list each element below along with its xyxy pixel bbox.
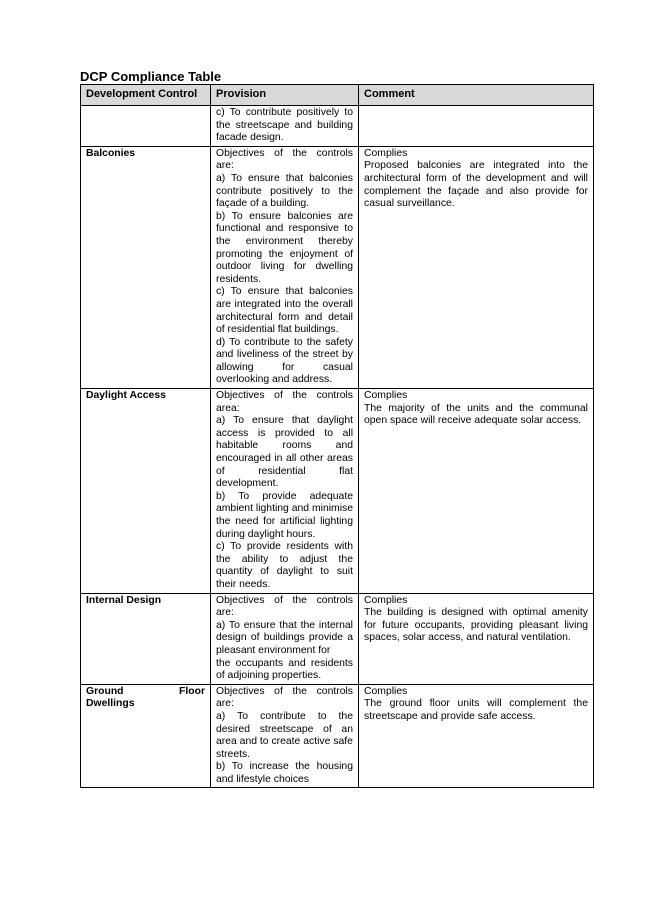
header-comment: Comment	[359, 85, 594, 106]
comment-status: Complies	[364, 594, 408, 606]
control-line-1	[86, 686, 205, 699]
provision-line: the occupants and residents of adjoining properties.	[216, 657, 353, 682]
page-title: DCP Compliance Table	[80, 69, 222, 84]
comment-status: Complies	[364, 685, 408, 697]
table-row	[81, 684, 594, 788]
provision-cell	[211, 106, 359, 147]
provision-cell	[211, 146, 359, 388]
comment-text: The majority of the units and the communal open space will receive adequate solar access.	[364, 402, 588, 427]
control-line-2: Dwellings	[86, 698, 135, 710]
table-header-row	[81, 85, 594, 106]
comment-text: Proposed balconies are integrated into the architectural form of the development and will complement the façade and also provide for casual surveillance.	[364, 160, 588, 210]
comment-text: The building is designed with optimal amenity for future occupants, providing pleasant living spaces, solar access, and natural ventilation.	[364, 607, 588, 644]
comment-text: The ground floor units will complement the streetscape and provide safe access.	[364, 698, 588, 722]
dcp-compliance-table	[80, 84, 594, 788]
provision-line: Objectives of the controls are:	[216, 594, 353, 619]
table-row	[81, 146, 594, 388]
provision-line: a) To contribute to the desired streetscape of an area and to create active safe	[216, 710, 353, 748]
header-development-control: Development Control	[81, 85, 211, 106]
provision-cell	[211, 593, 359, 684]
provision-line: a) To ensure that balconies contribute positively to the façade of a building.	[216, 172, 353, 210]
comment-cell	[359, 593, 594, 684]
control-cell	[81, 106, 211, 147]
provision-cell	[211, 389, 359, 594]
provision-line: streets.	[216, 748, 251, 760]
comment-status: Complies	[364, 390, 408, 402]
control-word: Floor	[179, 685, 205, 697]
provision-cell	[211, 684, 359, 788]
provision-line: Objectives of the controls are:	[216, 147, 353, 172]
provision-line: c) To contribute positively to the streetscape and building facade design.	[216, 107, 353, 144]
control-word: Ground	[86, 685, 124, 697]
provision-line: b) To ensure balconies are functional and responsive to the environment thereby promoting the enjoyment of outdoor living for dwelling residents.	[216, 210, 353, 285]
provision-line: Objectives of the controls area:	[216, 390, 353, 414]
comment-status: Complies	[364, 147, 408, 159]
provision-line: c) To provide residents with the ability to adjust the quantity of daylight to suit their needs.	[216, 541, 353, 590]
provision-line: a) To ensure that daylight access is provided to all habitable rooms and encouraged in all other areas of residential flat development.	[216, 415, 353, 490]
provision-line: b) To increase the housing and lifestyle choices	[216, 761, 353, 785]
comment-cell	[359, 146, 594, 388]
provision-line: d) To contribute to the safety and liveliness of the street by allowing for casual overlooking and address.	[216, 336, 353, 386]
comment-cell	[359, 106, 594, 147]
comment-cell	[359, 684, 594, 788]
control-cell	[81, 684, 211, 788]
provision-line: a) To ensure that the internal design of buildings provide a pleasant environment for	[216, 619, 353, 656]
comment-cell	[359, 389, 594, 594]
provision-line: Objectives of the controls are:	[216, 685, 353, 710]
header-provision: Provision	[211, 85, 359, 106]
table-row	[81, 389, 594, 594]
control-cell: Internal Design	[81, 593, 211, 684]
provision-line: c) To ensure that balconies are integrated into the overall architectural form and detail of residential flat buildings.	[216, 286, 353, 336]
table-row	[81, 106, 594, 147]
control-cell: Balconies	[81, 146, 211, 388]
table-row	[81, 593, 594, 684]
control-cell: Daylight Access	[81, 389, 211, 594]
provision-line: b) To provide adequate ambient lighting and minimise the need for artificial lighting during daylight hours.	[216, 490, 353, 540]
